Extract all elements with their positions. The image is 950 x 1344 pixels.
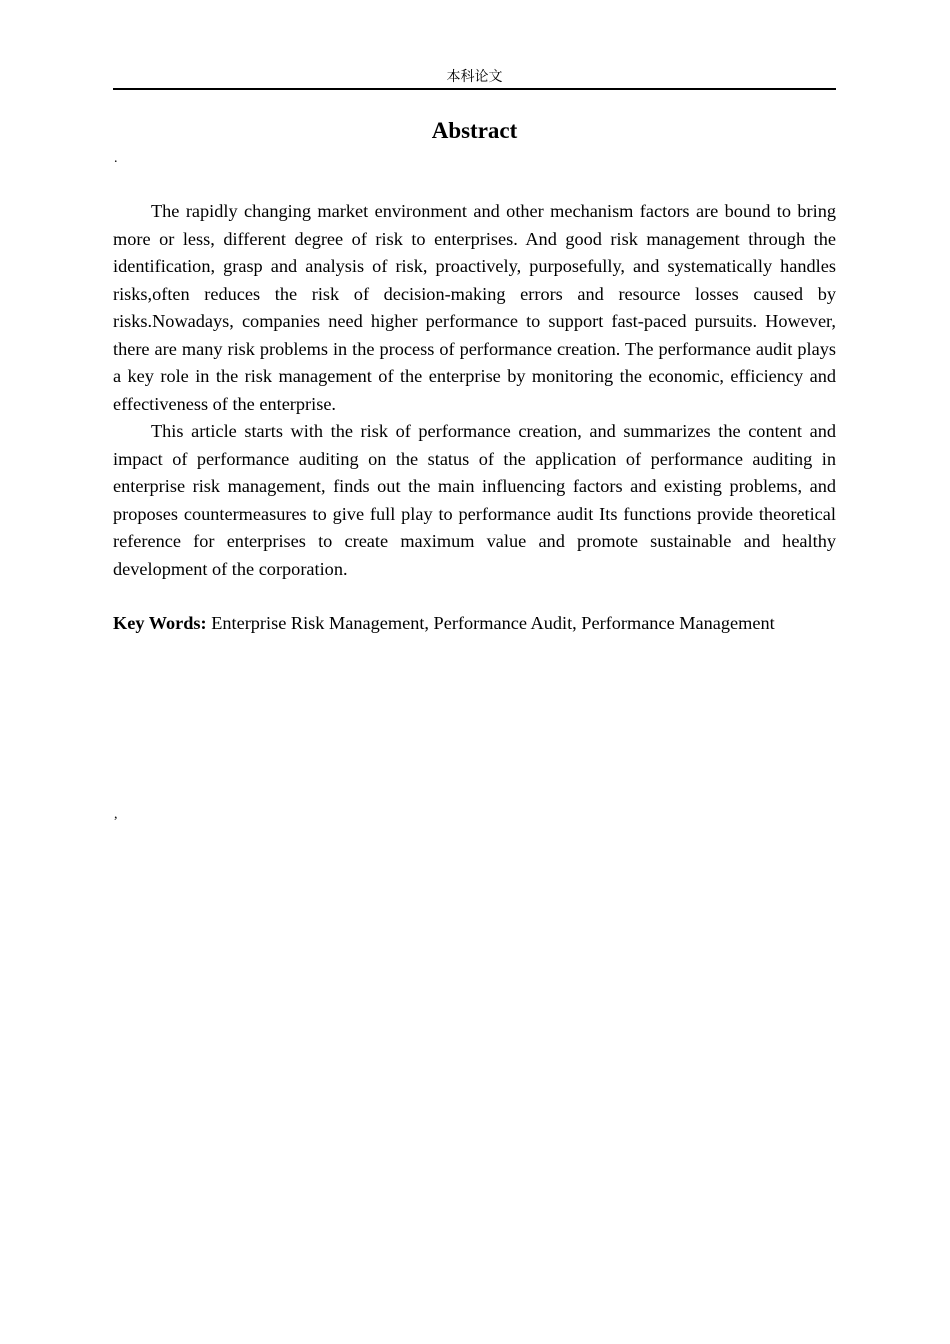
abstract-paragraph-2: This article starts with the risk of performance creation, and summarizes the content and impact of performance auditing on the status of the application of performance auditing in enterprise risk management, finds out the main influencing factors and existing problems, and proposes countermeasures to give full play to performance audit Its functions provide theoretical reference for enterprises to create maximum value and promote sustainable and healthy development of the corporation. (113, 421, 836, 579)
page-header (113, 66, 836, 90)
keywords-text: Enterprise Risk Management, Performance Audit, Performance Management (206, 613, 775, 633)
keywords-line (113, 610, 836, 638)
abstract-body (113, 198, 836, 583)
stray-comma-mark: , (114, 807, 118, 822)
abstract-paragraph-1: The rapidly changing market environment and other mechanism factors are bound to bring more or less, different degree of risk to enterprises. And good risk management through the identification, grasp and analysis of risk, proactively, purposefully, and systematically handles risks,often reduces the risk of decision-making errors and resource losses caused by risks.Nowadays, companies need higher performance to support fast-paced pursuits. However, there are many risk problems in the process of performance creation. The performance audit plays a key role in the risk management of the enterprise by monitoring the economic, efficiency and effectiveness of the enterprise. (113, 201, 836, 414)
stray-period-mark: . (114, 151, 118, 166)
keywords-label: Key Words: (113, 613, 207, 633)
page-title: Abstract (431, 118, 518, 143)
header-text: 本科论文 (446, 69, 503, 85)
